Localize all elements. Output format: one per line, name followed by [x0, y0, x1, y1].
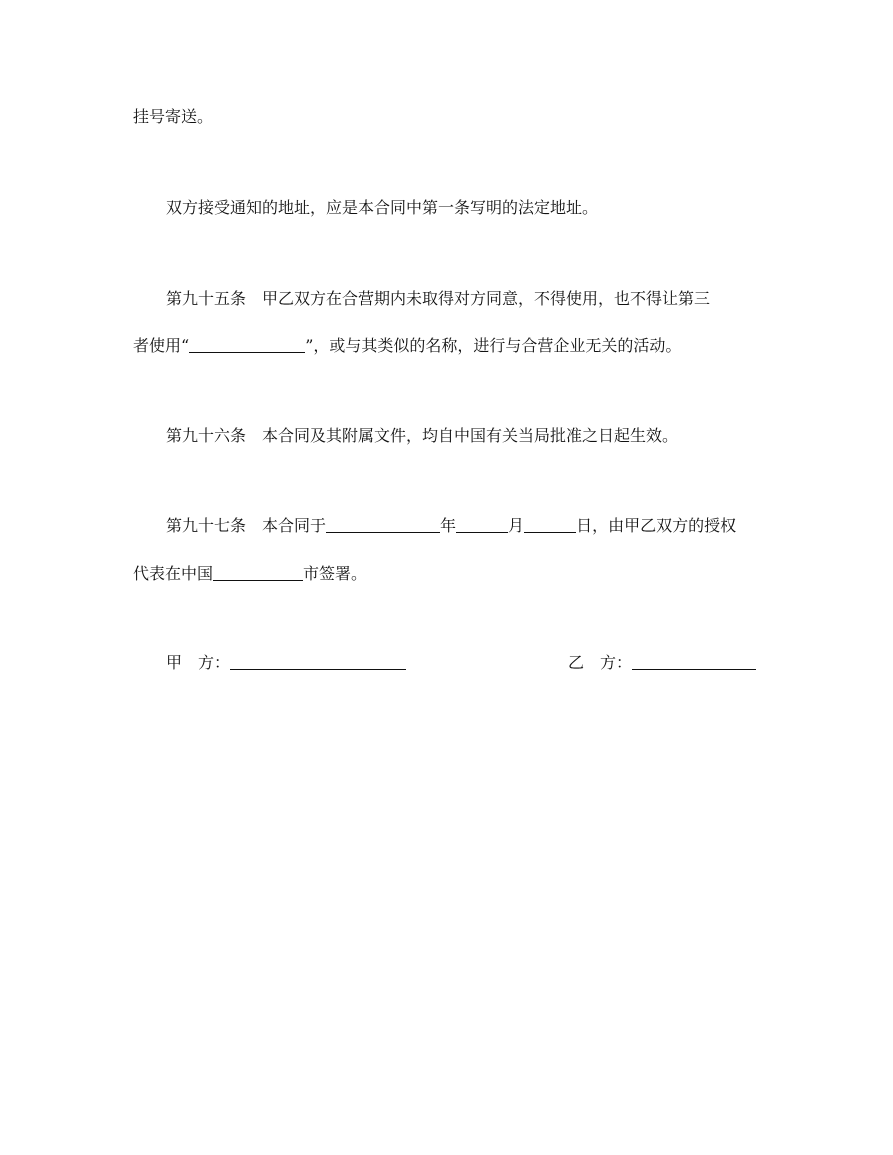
article-96-title: 第九十六条 — [166, 426, 247, 445]
article-95-line-1 — [166, 288, 710, 310]
year-label: 年 — [440, 516, 457, 535]
party-a-signature-blank — [230, 653, 406, 670]
article-97-line-1 — [166, 515, 736, 537]
article-95-line-2 — [133, 335, 681, 357]
month-blank — [456, 516, 508, 533]
name-blank — [189, 336, 305, 353]
article-96-text: 本合同及其附属文件，均自中国有关当局批准之日起生效。 — [262, 426, 679, 445]
article-96 — [166, 425, 678, 447]
article-97-text-after: 日，由甲乙双方的授权 — [576, 516, 737, 535]
party-b-label: 乙 方： — [568, 653, 633, 672]
signature-party-a — [166, 652, 406, 674]
article-97-text-line2-after: 市签署。 — [303, 564, 368, 583]
month-label: 月 — [508, 516, 525, 535]
paragraph-mail-note — [133, 106, 213, 128]
paragraph-text: 挂号寄送。 — [133, 107, 214, 126]
paragraph-notice-address — [166, 197, 598, 219]
article-95-title: 第九十五条 — [166, 289, 247, 308]
year-blank — [326, 516, 440, 533]
article-97-text-before: 本合同于 — [262, 516, 327, 535]
article-97-line-2 — [133, 563, 367, 585]
day-blank — [524, 516, 576, 533]
article-95-text: 甲乙双方在合营期内未取得对方同意，不得使用，也不得让第三 — [262, 289, 711, 308]
party-a-label: 甲 方： — [166, 653, 231, 672]
article-97-title: 第九十七条 — [166, 516, 247, 535]
city-blank — [213, 564, 303, 581]
article-95-text-after: ”，或与其类似的名称，进行与合营企业无关的活动。 — [305, 336, 682, 355]
paragraph-text: 双方接受通知的地址，应是本合同中第一条写明的法定地址。 — [166, 198, 599, 217]
signature-party-b — [568, 652, 756, 674]
article-95-text-before: 者使用“ — [133, 336, 190, 355]
article-97-text-line2: 代表在中国 — [133, 564, 214, 583]
party-b-signature-blank — [632, 653, 756, 670]
